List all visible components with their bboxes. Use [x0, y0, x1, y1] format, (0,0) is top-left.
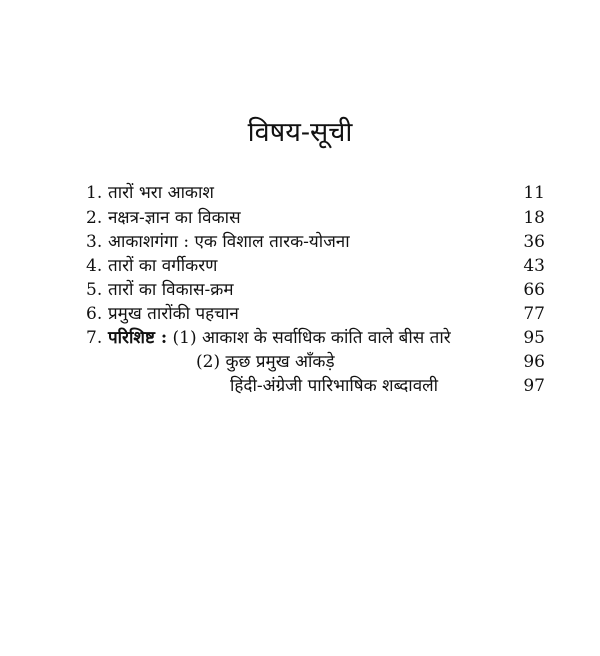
- toc-page: 36: [523, 232, 545, 252]
- toc-title: नक्षत्र-ज्ञान का विकास: [108, 208, 241, 228]
- toc-page: 96: [523, 352, 545, 372]
- appendix-label: परिशिष्ट :: [108, 328, 168, 348]
- toc-number: 3.: [86, 232, 103, 252]
- toc-row: [0, 350, 600, 374]
- page-title: विषय-सूची: [247, 117, 353, 148]
- toc-row: [0, 302, 600, 326]
- toc-title: आकाशगंगा : एक विशाल तारक-योजना: [108, 232, 350, 252]
- toc-number: 1.: [86, 183, 103, 203]
- toc-entry: [108, 326, 451, 350]
- toc-title: (1) आकाश के सर्वाधिक कांति वाले बीस तारे: [172, 328, 451, 348]
- toc-title: तारों का विकास-क्रम: [108, 280, 234, 300]
- toc-row: [0, 206, 600, 230]
- toc-number: 2.: [86, 208, 103, 228]
- toc-row: [0, 326, 600, 350]
- toc-page: 18: [523, 208, 545, 228]
- toc-title: (2) कुछ प्रमुख आँकड़े: [196, 352, 335, 372]
- toc-number: 6.: [86, 304, 103, 324]
- toc-number: 4.: [86, 256, 103, 276]
- toc-page: 66: [523, 280, 545, 300]
- toc-page: 43: [523, 256, 545, 276]
- toc-page: 97: [523, 376, 545, 396]
- toc-row: [0, 254, 600, 278]
- toc-row: [0, 374, 600, 398]
- toc-number: 5.: [86, 280, 103, 300]
- toc-title: हिंदी-अंग्रेजी पारिभाषिक शब्दावली: [230, 376, 439, 396]
- toc-number: 7.: [86, 328, 103, 348]
- toc-title: तारों भरा आकाश: [108, 183, 214, 203]
- toc-row: [0, 181, 600, 205]
- toc-row: [0, 230, 600, 254]
- toc-page: 95: [523, 328, 545, 348]
- toc-title: प्रमुख तारोंकी पहचान: [108, 304, 239, 324]
- toc-row: [0, 278, 600, 302]
- toc-title: तारों का वर्गीकरण: [108, 256, 218, 276]
- toc-page: 11: [523, 183, 545, 203]
- toc-page: 77: [523, 304, 545, 324]
